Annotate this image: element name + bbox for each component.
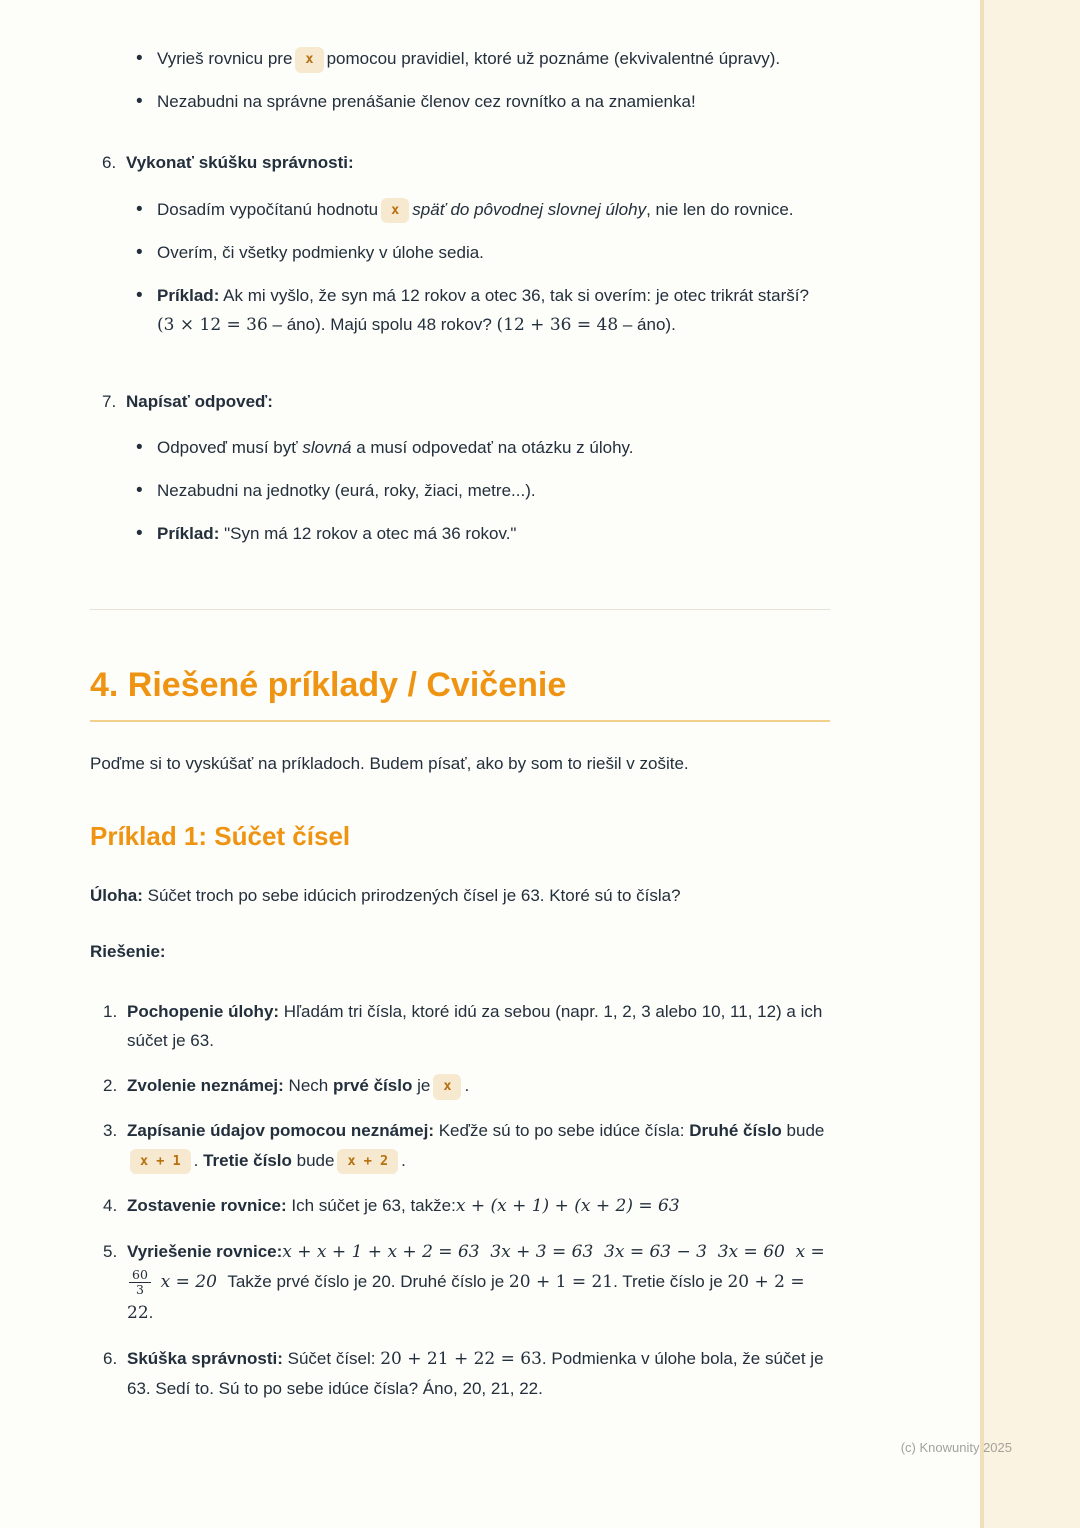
math-expression: x + x + 1 + x + 2 = 63 [282, 1241, 480, 1262]
math-expression: (12 + 36 = 48 [496, 315, 619, 336]
page-edge-decoration [980, 0, 1080, 1528]
bullet-item [135, 519, 830, 548]
bullet-item [135, 433, 830, 462]
copyright-notice: (c) Knowunity 2025 [900, 1440, 1012, 1455]
item-title: Vykonať skúšku správnosti: [126, 153, 354, 173]
list-number: 6. [103, 1348, 118, 1368]
step-body [127, 1071, 830, 1100]
math-expression: 3x + 3 = 63 [490, 1241, 594, 1262]
text-segment: pomocou pravidiel, ktoré už poznáme (ekvivalentné úpravy). [326, 49, 781, 68]
bold-label: Zvolenie neznámej: [127, 1076, 284, 1096]
text-segment: Ak mi vyšlo, že syn má 12 rokov a otec 36, tak si overím: je otec trikrát starší? [219, 286, 809, 306]
list-number: 6. [102, 153, 117, 173]
text-segment: – áno). [618, 315, 676, 335]
math-expression: 20 + 1 = 21 [508, 1272, 614, 1293]
solution-step-2 [103, 1071, 830, 1100]
sub-bullet-list [126, 195, 830, 341]
math-expression: 20 + 2 = 22 [127, 1272, 805, 1323]
solution-steps-list [90, 997, 830, 1404]
bold-label: Vyriešenie rovnice: [127, 1241, 283, 1261]
sub-bullet-list [126, 433, 830, 549]
divider [90, 609, 830, 610]
solution-step-3 [103, 1116, 830, 1174]
list-number: 2. [103, 1076, 118, 1096]
text-segment: Odpoveď musí byť [157, 437, 303, 457]
text-segment: "Syn má 12 rokov a otec má 36 rokov." [219, 524, 517, 544]
list-number: 7. [102, 391, 117, 411]
inline-code-chip: x [381, 198, 409, 224]
document-content [90, 0, 830, 1403]
list-number: 3. [103, 1121, 118, 1141]
example-heading: Príklad 1: Súčet čísel [90, 821, 351, 852]
math-expression: 20 + 21 + 22 = 63 [380, 1348, 542, 1369]
bold-label: Úloha: [90, 886, 143, 906]
inline-code-chip: x [433, 1074, 461, 1100]
bold-label: Pochopenie úlohy: [127, 1001, 280, 1021]
solution-step-5 [103, 1237, 830, 1328]
step-body [127, 997, 830, 1055]
text-segment: Nech [283, 1076, 333, 1096]
bullet-item [135, 87, 830, 116]
numbered-item-body [126, 148, 830, 354]
fraction-denominator: 3 [135, 1282, 144, 1298]
solution-step-1 [103, 997, 830, 1055]
math-expression: 3x = 60 [717, 1241, 785, 1262]
text-segment: Súčet čísel: [282, 1348, 381, 1368]
step-body [127, 1344, 830, 1403]
text-segment: Keďže sú to po sebe idúce čísla: [434, 1121, 690, 1141]
text-segment: Overím, či všetky podmienky v úlohe sedia. [157, 242, 484, 262]
text-segment: – áno). Majú spolu 48 rokov? [267, 315, 497, 335]
intro-bullet-list [90, 44, 830, 116]
inline-code-chip: x [295, 47, 323, 73]
bullet-item [135, 281, 830, 340]
bullet-item [135, 476, 830, 505]
list-number: 1. [103, 1001, 118, 1021]
fraction-numerator: 60 [129, 1268, 151, 1283]
bold-text: prvé číslo [332, 1076, 413, 1096]
text-segment: . [148, 1302, 154, 1322]
bold-text: Príklad: [157, 524, 220, 544]
text-segment: Takže prvé číslo je 20. Druhé číslo je [227, 1272, 509, 1292]
italic-text: slovná [302, 437, 352, 457]
solution-step-6 [103, 1344, 830, 1403]
inline-code-chip: x + 1 [130, 1149, 191, 1175]
text-segment: je [412, 1076, 431, 1096]
text-segment: Ich súčet je 63, takže: [286, 1195, 456, 1215]
text-segment: Nezabudni na jednotky (eurá, roky, žiaci, metre...). [157, 481, 536, 501]
inline-code-chip: x + 2 [337, 1149, 398, 1175]
numbered-item-7 [102, 387, 830, 563]
task-paragraph [90, 881, 830, 910]
text-segment: Vyrieš rovnicu pre [157, 49, 293, 68]
text-segment: . Tretie číslo je [613, 1272, 728, 1292]
list-number: 4. [103, 1195, 118, 1215]
bold-label: Skúška správnosti: [127, 1348, 283, 1368]
bullet-item [135, 44, 830, 73]
bold-text: Príklad: [157, 286, 220, 306]
text-segment: . [464, 1076, 470, 1096]
section-intro: Poďme si to vyskúšať na príkladoch. Budem písať, ako by som to riešil v zošite. [90, 754, 689, 774]
italic-text: späť do pôvodnej slovnej úlohy [412, 199, 647, 219]
step-body [127, 1237, 830, 1328]
numbered-item-body [126, 387, 830, 563]
math-expression: x = [795, 1241, 825, 1262]
bullet-item [135, 195, 830, 224]
solution-label [90, 937, 830, 966]
bold-text: Tretie číslo [203, 1150, 292, 1170]
text-segment: . [193, 1150, 204, 1170]
item-title: Napísať odpoveď: [126, 391, 273, 411]
text-segment: bude [781, 1121, 825, 1141]
text-segment: a musí odpovedať na otázku z úlohy. [351, 437, 634, 457]
numbered-item-6 [102, 148, 830, 354]
text-segment: . [401, 1150, 406, 1170]
section-heading: 4. Riešené príklady / Cvičenie [90, 664, 830, 723]
text-segment: Hľadám tri čísla, ktoré idú za sebou (napr. 1, 2, 3 alebo 10, 11, 12) a ich súčet je 63. [127, 1001, 823, 1050]
text-segment: Dosadím vypočítanú hodnotu [157, 199, 379, 219]
text-segment: Nezabudni na správne prenášanie členov cez rovnítko a na znamienka! [157, 92, 696, 112]
math-fraction [129, 1268, 151, 1298]
math-expression: x + (x + 1) + (x + 2) = 63 [455, 1195, 680, 1216]
bold-label: Zostavenie rovnice: [127, 1195, 287, 1215]
math-expression: (3 × 12 = 36 [157, 315, 268, 336]
step-body [127, 1116, 830, 1174]
solution-step-4 [103, 1191, 830, 1221]
math-expression: x = 20 [160, 1272, 217, 1293]
list-number: 5. [103, 1241, 118, 1261]
text-segment: Súčet troch po sebe idúcich prirodzených čísel je 63. Ktoré sú to čísla? [142, 886, 681, 906]
text-segment: bude [291, 1150, 335, 1170]
step-body [127, 1191, 830, 1221]
text-segment: . Podmienka v úlohe bola, že súčet je 63. Sedí to. Sú to po sebe idúce čísla? Áno, 20, 21, 22. [127, 1348, 824, 1399]
bullet-item [135, 238, 830, 267]
text-segment: , nie len do rovnice. [646, 199, 794, 219]
math-expression: 3x = 63 − 3 [604, 1241, 707, 1262]
bold-label: Riešenie: [90, 942, 166, 962]
bold-label: Zapísanie údajov pomocou neznámej: [127, 1121, 434, 1141]
bold-text: Druhé číslo [689, 1121, 782, 1141]
